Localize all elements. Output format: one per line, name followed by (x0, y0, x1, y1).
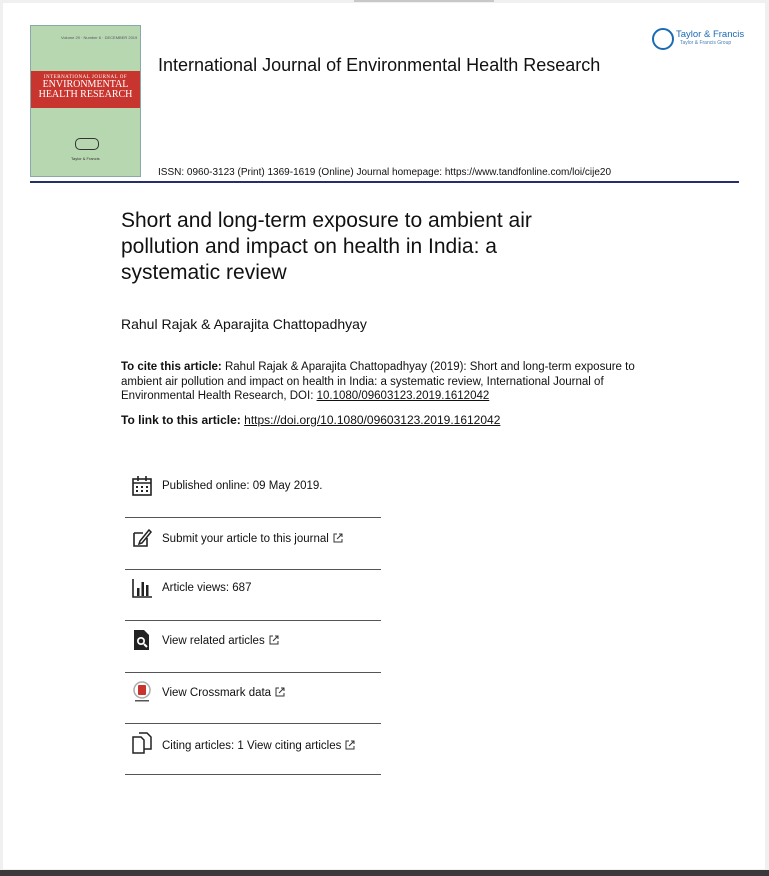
issn-line: ISSN: 0960-3123 (Print) 1369-1619 (Online) Journal homepage: https://www.tandfonline.com/loi/cije20 (158, 167, 612, 178)
bar-chart-icon (131, 577, 153, 599)
publisher-subtitle: Taylor & Francis Group (680, 40, 732, 46)
info-divider (125, 723, 381, 724)
external-link-icon (345, 740, 355, 750)
article-title: Short and long-term exposure to ambient air pollution and impact on health in India: a systematic review (121, 209, 532, 284)
external-link-icon (269, 635, 279, 645)
citation-doi-link[interactable]: 10.1080/09603123.2019.1612042 (316, 390, 490, 402)
publisher-name: Taylor & Francis (676, 29, 745, 40)
article-views-row (125, 577, 381, 607)
cover-volume-text: Volume 29 · Number 6 · DECEMBER 2019 (61, 35, 138, 40)
info-divider (125, 517, 381, 518)
publisher-logo-icon (652, 28, 674, 50)
citation-block (121, 360, 656, 404)
external-link-icon (275, 687, 285, 697)
edit-icon (131, 527, 153, 549)
citing-documents-icon (131, 732, 153, 754)
journal-title: International Journal of Environmental Health Research (158, 55, 601, 75)
header-divider (30, 181, 739, 183)
info-divider (125, 569, 381, 570)
info-divider (125, 774, 381, 775)
journal-cover-image (30, 25, 141, 177)
related-articles-row[interactable] (125, 629, 381, 659)
related-articles-label: View related articles (162, 635, 279, 647)
article-authors: Rahul Rajak & Aparajita Chattopadhyay (121, 316, 367, 332)
link-label: To link to this article: (121, 413, 241, 427)
cover-title-band: INTERNATIONAL JOURNAL OF ENVIRONMENTAL HEALTH RESEARCH (31, 71, 140, 108)
cover-publisher-text: Taylor & Francis (71, 156, 100, 161)
citation-text: Rahul Rajak & Aparajita Chattopadhyay (2019): Short and long-term exposure to ambient air pollution and impact on health in India: a systematic review, International Journal of Environmental Health Research, DOI: (121, 361, 635, 402)
submit-article-row[interactable] (125, 527, 381, 557)
document-search-icon (131, 629, 153, 651)
citing-articles-label: Citing articles: 1 View citing articles (162, 740, 355, 752)
pdf-page (3, 3, 765, 869)
crossmark-row[interactable] (125, 681, 381, 711)
published-online-label: Published online: 09 May 2019. (162, 480, 323, 492)
viewer-top-bar (354, 0, 494, 2)
crossmark-icon (131, 681, 153, 703)
submit-article-label: Submit your article to this journal (162, 533, 343, 545)
citing-articles-row[interactable] (125, 732, 381, 762)
cover-logo-icon (75, 138, 99, 150)
article-doi-url[interactable]: https://doi.org/10.1080/09603123.2019.1612042 (244, 413, 501, 427)
external-link-icon (333, 533, 343, 543)
citation-label: To cite this article: (121, 361, 222, 373)
article-views-label: Article views: 687 (162, 582, 252, 594)
info-divider (125, 620, 381, 621)
info-divider (125, 672, 381, 673)
crossmark-label: View Crossmark data (162, 687, 285, 699)
viewer-bottom-bar (0, 870, 769, 876)
published-online-row (125, 475, 381, 505)
calendar-icon (131, 475, 153, 497)
article-link-line (121, 413, 500, 427)
